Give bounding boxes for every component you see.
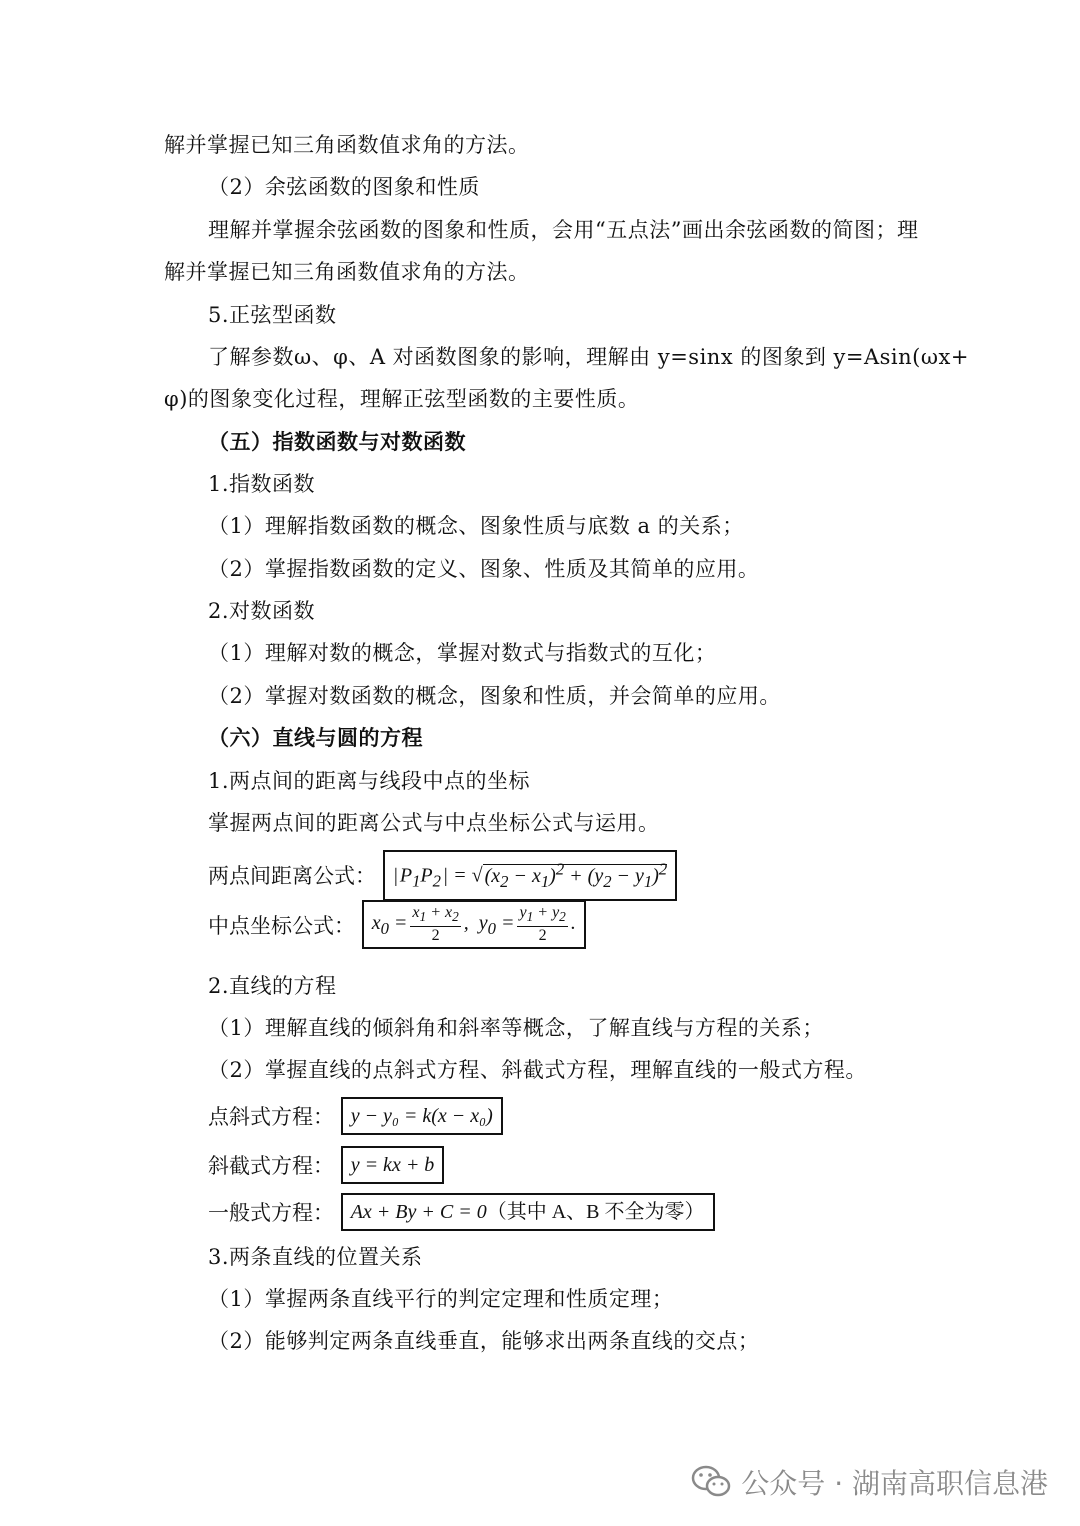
midpoint-formula-row xyxy=(208,900,586,949)
list-item: （1）理解对数的概念，掌握对数式与指数式的互化； xyxy=(208,641,717,665)
subsection-heading: 5.正弦型函数 xyxy=(208,303,337,327)
list-item: （1）掌握两条直线平行的判定定理和性质定理； xyxy=(208,1287,674,1311)
subsection-heading: 2.对数函数 xyxy=(208,599,316,623)
list-item: （1）理解指数函数的概念、图象性质与底数 a 的关系； xyxy=(208,514,744,538)
midpoint-formula: $x_0$ = $\frac{x_1 + x_2}{2}$ , $y_0$ = $\frac{y_1 + y_2}{2}$ . xyxy=(362,900,586,949)
list-item: （2）掌握直线的点斜式方程、斜截式方程，理解直线的一般式方程。 xyxy=(208,1058,867,1082)
text-line: 解并掌握已知三角函数值求角的方法。 xyxy=(164,133,530,157)
point-slope-formula: y − y₀ = k(x − x₀) xyxy=(341,1097,503,1135)
distance-formula: | $P_1P_2$ | = √ $(x_2 - x_1)^2 + (y_2 - y_1)^2$ xyxy=(383,850,678,901)
point-slope-row xyxy=(208,1097,503,1135)
text-line: 掌握两点间的距离公式与中点坐标公式与运用。 xyxy=(208,811,660,835)
subsection-heading: 1.指数函数 xyxy=(208,472,316,496)
text-line: 解并掌握已知三角函数值求角的方法。 xyxy=(164,260,530,284)
watermark-text: 公众号 · 湖南高职信息港 xyxy=(741,1467,1048,1500)
watermark xyxy=(691,1462,1048,1502)
text-line: 了解参数ω、φ、A 对函数图象的影响，理解由 y=sinx 的图象到 y=Asin(ωx+ xyxy=(208,345,969,369)
text-line: φ)的图象变化过程，理解正弦型函数的主要性质。 xyxy=(164,387,640,411)
general-form-label: 一般式方程： xyxy=(208,1201,334,1225)
general-form-row xyxy=(208,1193,715,1231)
wechat-icon xyxy=(691,1464,731,1500)
midpoint-formula-label: 中点坐标公式： xyxy=(208,913,355,938)
text-line: 理解并掌握余弦函数的图象和性质，会用“五点法”画出余弦函数的简图；理 xyxy=(208,218,919,242)
slope-intercept-label: 斜截式方程： xyxy=(208,1154,334,1178)
list-item: （2）能够判定两条直线垂直，能够求出两条直线的交点； xyxy=(208,1329,760,1353)
general-form-note: （其中 A、B 不全为零） xyxy=(486,1201,705,1223)
subsection-heading: 3.两条直线的位置关系 xyxy=(208,1245,423,1269)
general-form-formula xyxy=(341,1193,715,1231)
list-item: （2）掌握指数函数的定义、图象、性质及其简单的应用。 xyxy=(208,557,760,581)
section-heading: （六）直线与圆的方程 xyxy=(208,726,423,750)
slope-intercept-formula: y = kx + b xyxy=(341,1146,445,1184)
subsection-heading: （2）余弦函数的图象和性质 xyxy=(208,175,480,199)
point-slope-label: 点斜式方程： xyxy=(208,1105,334,1129)
slope-intercept-row xyxy=(208,1146,444,1184)
general-form-equation: Ax + By + C = 0 xyxy=(350,1201,487,1223)
subsection-heading: 2.直线的方程 xyxy=(208,974,337,998)
list-item: （2）掌握对数函数的概念，图象和性质，并会简单的应用。 xyxy=(208,684,781,708)
subsection-heading: 1.两点间的距离与线段中点的坐标 xyxy=(208,769,531,793)
list-item: （1）理解直线的倾斜角和斜率等概念，了解直线与方程的关系； xyxy=(208,1016,824,1040)
distance-formula-label: 两点间距离公式： xyxy=(208,864,376,889)
distance-formula-row xyxy=(208,850,677,901)
section-heading: （五）指数函数与对数函数 xyxy=(208,430,466,454)
